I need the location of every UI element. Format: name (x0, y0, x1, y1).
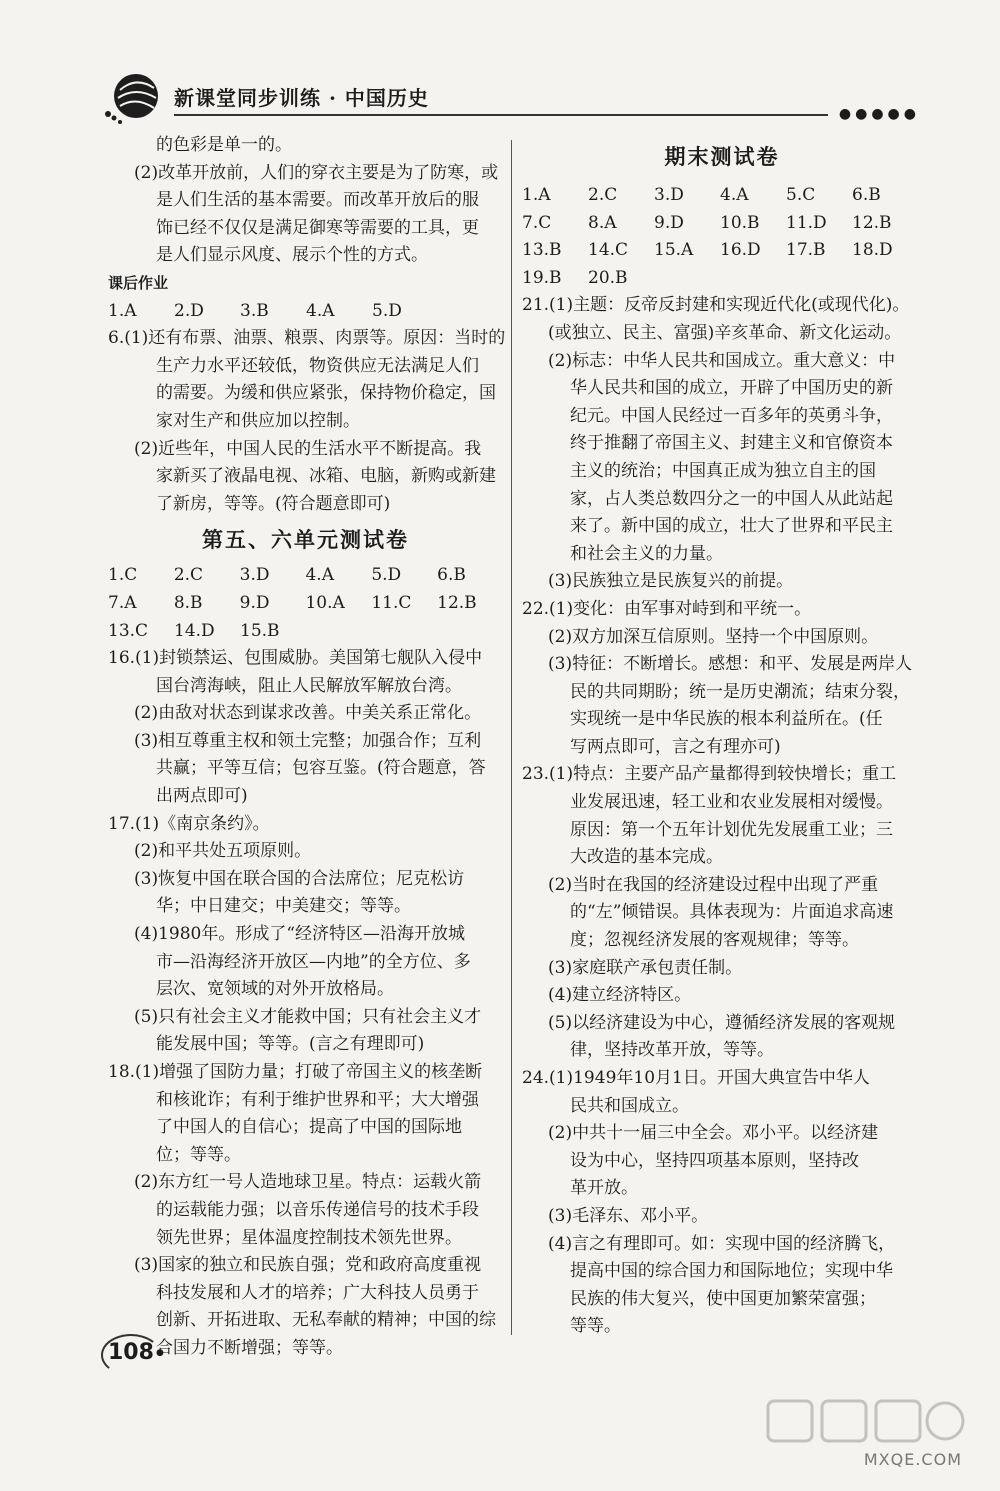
text-line: 16.(1)封锁禁运、包围威胁。美国第七舰队入侵中 (108, 648, 483, 669)
text-line: 实现统一是中华民族的根本利益所在。(任 (570, 709, 883, 730)
choice-answer: 1.A (108, 300, 137, 321)
text-line: (2)改革开放前，人们的穿衣主要是为了防寒，或 (134, 162, 499, 183)
watermark-text: MXQE.COM (863, 1450, 962, 1469)
choice-row (522, 182, 922, 210)
choice-answer: 2.D (174, 300, 204, 321)
choice-answer: 10.B (720, 212, 760, 233)
text-line: 的“左”倾错误。具体表现为：片面追求高速 (570, 902, 894, 923)
choice-row (522, 210, 922, 238)
choice-row (522, 265, 922, 293)
text-line: 大改造的基本完成。 (570, 847, 723, 868)
choice-answer: 6.B (852, 185, 881, 205)
right-column (522, 132, 922, 1341)
book-title: 新课堂同步训练 · 中国历史 (174, 86, 429, 110)
text-line: (4)建立经济特区。 (548, 985, 692, 1006)
text-line: 的色彩是单一的。 (156, 135, 292, 155)
choice-answer: 3.D (654, 185, 684, 205)
text-line: 和社会主义的力量。 (570, 543, 723, 564)
choice-answer: 4.A (305, 565, 334, 586)
column-divider (511, 140, 512, 1335)
text-line: (3)国家的独立和民族自强；党和政府高度重视 (134, 1255, 482, 1276)
text-line: 了中国人的自信心；提高了中国的国际地 (156, 1117, 462, 1138)
choice-answer: 10.A (305, 592, 345, 613)
homework-choices (108, 298, 503, 326)
text-line: (2)和平共处五项原则。 (134, 841, 312, 862)
text-line: (2)中共十一届三中全会。邓小平。以经济建 (548, 1123, 879, 1144)
text-line: 共赢；平等互信；包容互鉴。(符合题意，答 (156, 758, 486, 779)
text-line: 设为中心，坚持四项基本原则，坚持改 (570, 1150, 859, 1171)
text-line: (2)由敌对状态到谋求改善。中美关系正常化。 (134, 703, 482, 724)
choice-answer: 7.C (522, 212, 552, 233)
text-line: 合国力不断增强；等等。 (156, 1337, 343, 1358)
homework-heading: 课后作业 (108, 273, 169, 292)
text-line: 民共和国成立。 (570, 1095, 689, 1116)
text-line: 17.(1)《南京条约》。 (108, 813, 270, 834)
text-line: 市—沿海经济开放区—内地”的全方位、多 (156, 951, 471, 972)
choice-answer: 4.A (306, 300, 335, 321)
text-line: 能发展中国；等等。(言之有理即可) (156, 1034, 425, 1055)
question-23 (522, 761, 922, 1065)
text-line: 华人民共和国的成立，开辟了中国历史的新 (570, 378, 893, 399)
text-line: 革开放。 (570, 1178, 638, 1199)
choice-answer: 5.C (786, 185, 816, 205)
text-line: 23.(1)特点：主要产品产量都得到较快增长；重工 (522, 764, 897, 785)
unit-choices (108, 562, 503, 645)
question-6 (108, 325, 506, 518)
question-18 (108, 1059, 503, 1363)
choice-answer: 2.C (173, 565, 204, 586)
text-line: 度；忽视经济发展的客观规律；等等。 (570, 930, 859, 951)
choice-answer: 7.A (108, 592, 137, 613)
text-line: 华；中日建交；中美建交；等等。 (156, 896, 411, 917)
choice-answer: 4.A (720, 185, 749, 205)
text-line: 是人们生活的基本需要。而改革开放后的服 (156, 190, 479, 211)
text-line: 和核讹诈；有利于维护世界和平；大大增强 (156, 1089, 479, 1110)
question-16 (108, 645, 503, 811)
text-line: 层次、宽领域的对外开放格局。 (156, 979, 394, 1000)
choice-answer: 8.A (588, 212, 617, 233)
text-line: 家对生产和供应加以控制。 (156, 410, 360, 431)
text-line: (3)特征：不断增长。感想：和平、发展是两岸人 (548, 654, 913, 675)
text-line: 了新房，等等。(符合题意即可) (156, 493, 391, 514)
choice-answer: 13.B (522, 240, 562, 261)
text-line: 终于推翻了帝国主义、封建主义和官僚资本 (570, 433, 893, 454)
text-line: 科技发展和人才的培养；广大科技人员勇于 (156, 1282, 479, 1303)
text-line: 等等。 (570, 1316, 621, 1337)
text-line: (5)以经济建设为中心，遵循经济发展的客观规 (548, 1012, 896, 1033)
text-line: 6.(1)还有布票、油票、粮票、肉票等。原因：当时的 (108, 328, 506, 349)
choice-answer: 18.D (852, 240, 893, 261)
choice-answer: 15.A (654, 240, 694, 261)
text-line: 提高中国的综合国力和国际地位；实现中华 (570, 1261, 893, 1282)
question-17 (108, 811, 503, 1059)
final-test-title: 期末测试卷 (664, 145, 780, 169)
text-line: 领先世界；星体温度控制技术领先世界。 (156, 1227, 462, 1248)
choice-row (522, 237, 922, 265)
text-line: 律，坚持改革开放，等等。 (570, 1040, 774, 1061)
choice-answer: 3.B (240, 300, 269, 321)
page-header (100, 68, 920, 128)
choice-answer: 14.D (174, 620, 215, 641)
question-22 (522, 596, 922, 762)
text-line: (2)当时在我国的经济建设过程中出现了严重 (548, 874, 879, 895)
text-line: (5)只有社会主义才能救中国；只有社会主义才 (134, 1006, 482, 1027)
text-line: 纪元。中国人民经过一百多年的英勇斗争， (570, 405, 893, 426)
choice-answer: 19.B (522, 267, 562, 288)
text-line: (4)1980年。形成了“经济特区—沿海开放城 (134, 924, 466, 945)
choice-answer: 9.D (654, 212, 684, 233)
text-line: 创新、开拓进取、无私奉献的精神；中国的综 (156, 1310, 496, 1331)
choice-answer: 9.D (239, 592, 270, 613)
text-line: 是人们显示风度、展示个性的方式。 (156, 245, 428, 266)
choice-answer: 2.C (588, 185, 618, 205)
choice-answer: 5.D (371, 565, 402, 586)
text-line: 的需要。为缓和供应紧张，保持物价稳定，国 (156, 383, 496, 404)
text-line: 业发展迅速，轻工业和农业发展相对缓慢。 (570, 792, 893, 813)
choice-answer: 14.C (588, 240, 629, 261)
text-line: (4)言之有理即可。如：实现中国的经济腾飞， (548, 1233, 896, 1254)
text-line: 家新买了液晶电视、冰箱、电脑，新购或新建 (156, 466, 496, 487)
choice-answer: 12.B (852, 212, 892, 233)
text-line: 22.(1)变化：由军事对峙到和平统一。 (522, 598, 812, 619)
choice-answer: 17.B (786, 240, 826, 261)
header-rule (174, 114, 828, 116)
text-line: 生产力水平还较低，物资供应无法满足人们 (156, 355, 479, 376)
unit-test-title: 第五、六单元测试卷 (202, 528, 409, 553)
choice-answer: 8.B (173, 592, 203, 613)
text-line: 21.(1)主题：反帝反封建和实现近代化(或现代化)。 (522, 295, 910, 316)
final-choices (522, 182, 922, 292)
page-number: 108 ● (108, 1340, 164, 1365)
text-line: (3)相互尊重主权和领土完整；加强合作；互利 (134, 730, 482, 751)
text-line: (2)东方红一号人造地球卫星。特点：运载火箭 (134, 1172, 482, 1193)
choice-row (108, 590, 503, 618)
choice-answer: 11.C (371, 592, 412, 613)
intro-block (108, 132, 503, 270)
choice-answer: 12.B (437, 592, 477, 613)
header-dots: ●●●●● (838, 106, 920, 122)
text-line: 18.(1)增强了国防力量；打破了帝国主义的核垄断 (108, 1062, 483, 1082)
text-line: 国台湾海峡，阻止人民解放军解放台湾。 (156, 675, 462, 696)
left-column (108, 132, 506, 1363)
choice-answer: 5.D (372, 300, 402, 321)
text-line: 主义的统治；中国真正成为独立自主的国 (570, 460, 876, 481)
choice-answer: 3.D (239, 565, 270, 586)
question-21 (522, 292, 922, 596)
choice-answer: 6.B (437, 565, 466, 586)
choice-answer: 1.C (108, 565, 138, 586)
text-line: (2)标志：中华人民共和国成立。重大意义：中 (548, 350, 896, 371)
text-line: 家，占人类总数四分之一的中国人从此站起 (570, 488, 893, 509)
choice-answer: 16.D (720, 240, 761, 261)
text-line: 写两点即可，言之有理亦可) (570, 736, 781, 757)
text-line: 来了。新中国的成立，壮大了世界和平民主 (570, 516, 893, 537)
text-line: (3)民族独立是民族复兴的前提。 (548, 571, 794, 592)
text-line: (2)双方加深互信原则。坚持一个中国原则。 (548, 626, 879, 647)
text-line: (3)恢复中国在联合国的合法席位；尼克松访 (134, 868, 465, 889)
text-line: (或独立、民主、富强)辛亥革命、新文化运动。 (548, 322, 902, 343)
text-line: (3)家庭联产承包责任制。 (548, 957, 743, 978)
text-line: (3)毛泽东、邓小平。 (548, 1205, 709, 1226)
text-line: 24.(1)1949年10月1日。开国大典宣告中华人 (522, 1068, 870, 1088)
choice-answer: 1.A (522, 185, 551, 205)
text-line: 的运载能力强；以音乐传递信号的技术手段 (156, 1199, 479, 1220)
choice-row (108, 562, 503, 590)
choice-row (108, 618, 503, 646)
text-line: 位；等等。 (156, 1144, 241, 1165)
text-line: 饰已经不仅仅是满足御寒等需要的工具，更 (156, 217, 479, 238)
text-line: (2)近些年，中国人民的生活水平不断提高。我 (134, 438, 482, 459)
question-24 (522, 1065, 922, 1341)
choice-answer: 11.D (786, 212, 827, 233)
choice-answer: 13.C (108, 620, 149, 641)
choice-answer: 15.B (240, 620, 280, 641)
text-line: 原因：第一个五年计划优先发展重工业；三 (570, 819, 893, 840)
text-line: 出两点即可) (156, 786, 248, 807)
choice-answer: 20.B (588, 267, 628, 288)
book-series-logo-icon (100, 68, 164, 126)
text-line: 民的共同期盼；统一是历史潮流；结束分裂， (570, 681, 910, 702)
text-line: 民族的伟大复兴，使中国更加繁荣富强； (570, 1288, 876, 1309)
